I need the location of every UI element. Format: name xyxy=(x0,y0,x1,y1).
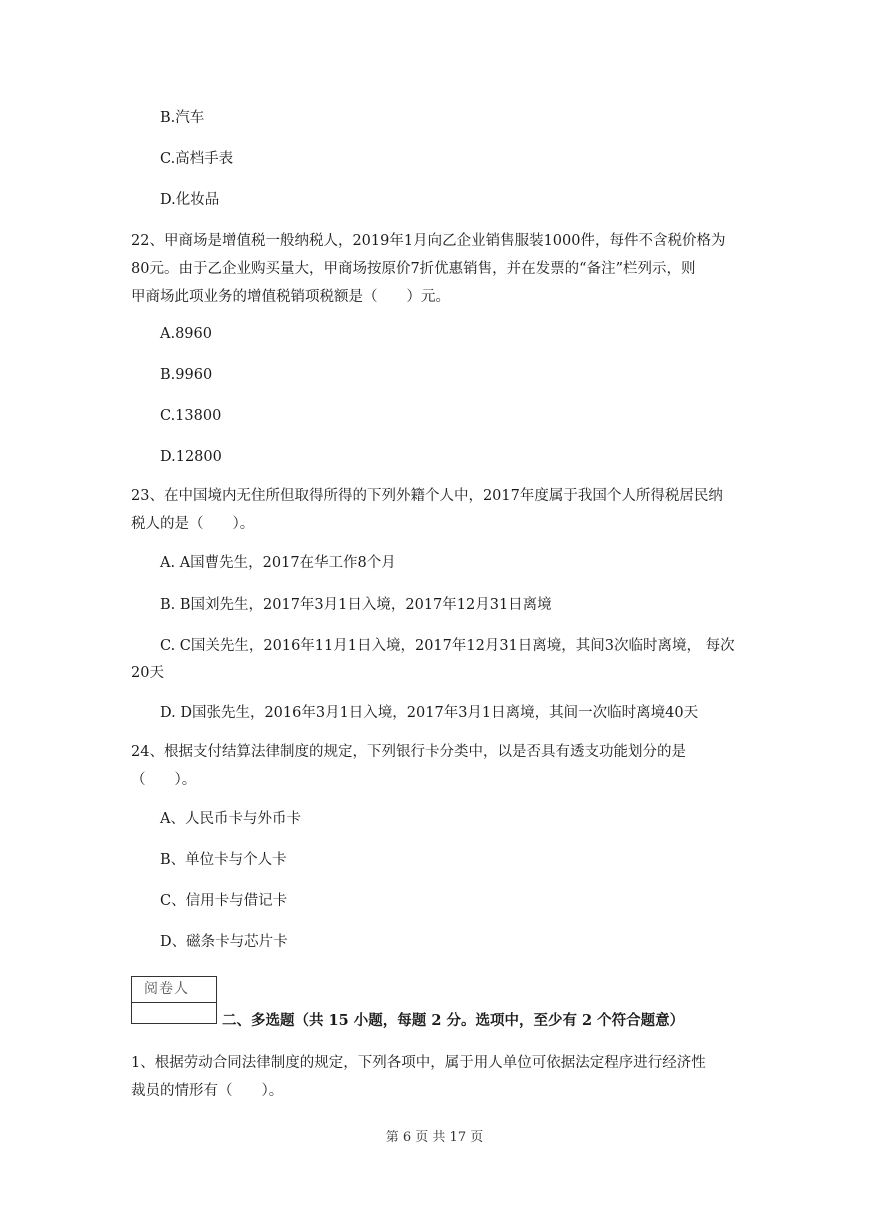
q23-option-b: B. B国刘先生，2017年3月1日入境，2017年12月31日离境 xyxy=(160,597,552,613)
q24-option-b: B、单位卡与个人卡 xyxy=(160,852,287,868)
q23-text-line-2: 税人的是（ ）。 xyxy=(131,516,255,532)
q23-option-a: A. A国曹先生，2017在华工作8个月 xyxy=(160,555,396,571)
q22-option-b: B.9960 xyxy=(160,367,213,383)
q23-text-line-1: 23、在中国境内无住所但取得所得的下列外籍个人中，2017年度属于我国个人所得税居民纳 xyxy=(131,488,723,504)
prev-option-d: D.化妆品 xyxy=(160,192,220,208)
q22-text-line-2: 80元。由于乙企业购买量大，甲商场按原价7折优惠销售，并在发票的“备注”栏列示，则 xyxy=(131,261,696,277)
q23-option-c: C. C国关先生，2016年11月1日入境，2017年12月31日离境，其间3次临时离境， 每次 xyxy=(160,638,735,654)
q22-text-line-1: 22、甲商场是增值税一般纳税人，2019年1月向乙企业销售服装1000件，每件不含税价格为 xyxy=(131,233,726,249)
q24-option-a: A、人民币卡与外币卡 xyxy=(160,811,301,827)
s2-q1-text-line-2: 裁员的情形有（ ）。 xyxy=(131,1083,284,1099)
q24-option-d: D、磁条卡与芯片卡 xyxy=(160,934,288,950)
q24-text-line-1: 24、根据支付结算法律制度的规定，下列银行卡分类中，以是否具有透支功能划分的是 xyxy=(131,744,686,760)
q23-option-d: D. D国张先生，2016年3月1日入境，2017年3月1日离境，其间一次临时离境40天 xyxy=(160,705,699,721)
prev-option-c: C.高档手表 xyxy=(160,151,234,167)
section-2-title: 二、多选题（共 15 小题，每题 2 分。选项中，至少有 2 个符合题意） xyxy=(222,1012,685,1029)
q22-option-c: C.13800 xyxy=(160,408,222,424)
q24-text-line-2: （ ）。 xyxy=(131,772,197,788)
q22-text-line-3: 甲商场此项业务的增值税销项税额是（ ）元。 xyxy=(131,289,450,305)
reviewer-label: 阅卷人 xyxy=(132,977,216,1003)
page-footer: 第 6 页 共 17 页 xyxy=(385,1130,484,1145)
s2-q1-text-line-1: 1、根据劳动合同法律制度的规定，下列各项中，属于用人单位可依据法定程序进行经济性 xyxy=(131,1055,706,1071)
q24-option-c: C、信用卡与借记卡 xyxy=(160,893,288,909)
reviewer-box xyxy=(131,976,217,1024)
q22-option-d: D.12800 xyxy=(160,449,222,465)
q23-option-c-wrap: 20天 xyxy=(131,665,164,681)
prev-option-b: B.汽车 xyxy=(160,110,205,126)
q22-option-a: A.8960 xyxy=(160,326,212,342)
